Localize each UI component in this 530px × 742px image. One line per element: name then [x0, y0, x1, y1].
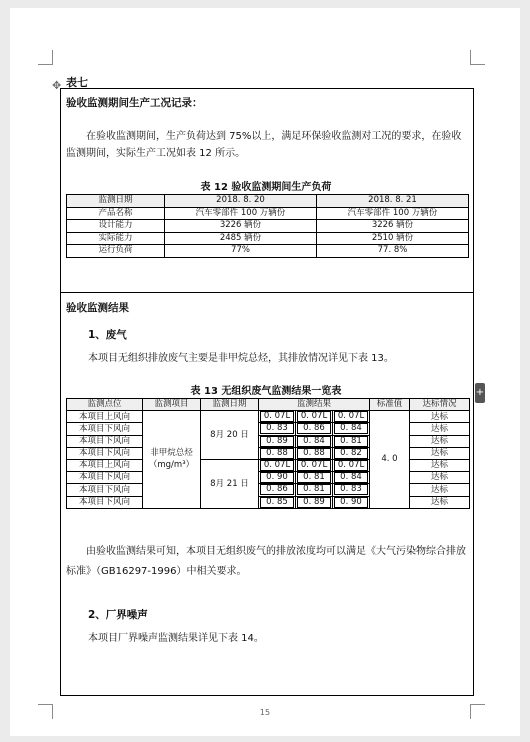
table-cell: 3226 辆份: [165, 220, 317, 233]
result-value: 0. 86: [297, 423, 331, 434]
table13-caption: 表 13 无组织废气监测结果一览表: [190, 386, 342, 397]
monitor-point-cell: 本项目上风向: [67, 411, 143, 423]
table-cell: 77%: [165, 245, 317, 258]
table13-header-row: [67, 399, 470, 411]
table13-header-cell: 监测结果: [259, 399, 370, 411]
result-cell: [259, 472, 296, 484]
result-cell: [296, 435, 333, 447]
table-row: [67, 435, 470, 447]
result-cell: [333, 484, 370, 496]
result-cell: [296, 459, 333, 471]
result-value: 0. 07L: [297, 460, 331, 471]
table-row: [67, 423, 470, 435]
table-label: 表七: [66, 76, 88, 89]
result-value: 0. 07L: [334, 411, 368, 422]
result-value: 0. 07L: [260, 411, 294, 422]
table13-header-cell: 标准值: [370, 399, 410, 411]
table-cell: 汽车零部件 100 万辆份: [317, 207, 469, 220]
monitor-point-cell: 本项目下风向: [67, 484, 143, 496]
table-cell: 2510 辆份: [317, 232, 469, 245]
table12: [66, 194, 469, 258]
table12-caption: 表 12 验收监测期间生产负荷: [200, 182, 332, 193]
table-row: [67, 472, 470, 484]
result-cell: [333, 472, 370, 484]
monitor-point-cell: 本项目下风向: [67, 472, 143, 484]
result-cell: [333, 435, 370, 447]
result-value: 0. 81: [297, 484, 331, 495]
result-value: 0. 90: [260, 472, 294, 483]
result-value: 0. 89: [297, 497, 331, 508]
result-cell: [296, 484, 333, 496]
section1-intro: 本项目无组织排放废气主要是非甲烷总烃，其排放情况详见下表 13。: [88, 353, 394, 364]
table-row: [67, 447, 470, 459]
table-cell: 实际能力: [67, 232, 165, 245]
status-cell: 达标: [410, 411, 470, 423]
result-value: 0. 88: [297, 448, 331, 459]
table-row: [67, 232, 469, 245]
result-cell: [259, 447, 296, 459]
table-cell: 2485 辆份: [165, 232, 317, 245]
status-cell: 达标: [410, 447, 470, 459]
result-cell: [296, 472, 333, 484]
result-value: 0. 07L: [334, 460, 368, 471]
result-value: 0. 86: [260, 484, 294, 495]
result-value: 0. 83: [260, 423, 294, 434]
result-cell: [296, 447, 333, 459]
crop-mark-top-right: [470, 50, 485, 65]
result-value: 0. 88: [260, 448, 294, 459]
monitor-date-cell: 8月 20 日: [201, 411, 259, 460]
status-cell: 达标: [410, 435, 470, 447]
result-cell: [333, 447, 370, 459]
table-cell: 汽车零部件 100 万辆份: [165, 207, 317, 220]
result-value: 0. 07L: [260, 460, 294, 471]
table12-header-cell: 2018. 8. 21: [317, 195, 469, 208]
result-value: 0. 84: [334, 423, 368, 434]
section2-intro: 本项目厂界噪声监测结果详见下表 14。: [88, 633, 264, 644]
result-value: 0. 84: [297, 436, 331, 447]
result-cell: [333, 411, 370, 423]
record-paragraph: 在验收监测期间，生产负荷达到 75%以上，满足环保验收监测对工况的要求，在验收监测期间，实际生产工况如表 12 所示。: [66, 131, 462, 159]
result-value: 0. 83: [334, 484, 368, 495]
result-value: 0. 81: [297, 472, 331, 483]
result-cell: [333, 423, 370, 435]
result-cell: [296, 411, 333, 423]
result-value: 0. 85: [260, 497, 294, 508]
result-cell: [259, 459, 296, 471]
result-cell: [259, 484, 296, 496]
table-row: [67, 484, 470, 496]
table-row: [67, 459, 470, 471]
result-cell: [259, 496, 296, 508]
standard-value-cell: 4. 0: [370, 411, 410, 509]
status-cell: 达标: [410, 484, 470, 496]
result-cell: [333, 459, 370, 471]
table-cell: 运行负荷: [67, 245, 165, 258]
result-cell: [296, 423, 333, 435]
result-cell: [296, 496, 333, 508]
table13-header-cell: 监测日期: [201, 399, 259, 411]
monitor-point-cell: 本项目上风向: [67, 459, 143, 471]
monitor-point-cell: 本项目下风向: [67, 423, 143, 435]
result-value: 0. 07L: [297, 411, 331, 422]
result-value: 0. 81: [334, 436, 368, 447]
table-move-handle-icon[interactable]: ✥: [52, 79, 62, 92]
monitor-point-cell: 本项目下风向: [67, 496, 143, 508]
result-value: 0. 84: [334, 472, 368, 483]
status-cell: 达标: [410, 423, 470, 435]
status-cell: 达标: [410, 472, 470, 484]
table-row: [67, 207, 469, 220]
table-cell: 设计能力: [67, 220, 165, 233]
table13-header-cell: 达标情况: [410, 399, 470, 411]
record-heading: 验收监测期间生产工况记录：: [66, 97, 203, 109]
section-divider: [60, 292, 474, 293]
section1-title: 1、废气: [88, 329, 127, 341]
result-value: 0. 90: [334, 497, 368, 508]
result-cell: [259, 411, 296, 423]
table-cell: 产品名称: [67, 207, 165, 220]
table13-header-cell: 监测点位: [67, 399, 143, 411]
monitor-point-cell: 本项目下风向: [67, 435, 143, 447]
table12-header-cell: 监测日期: [67, 195, 165, 208]
table13-header-cell: 监测项目: [143, 399, 201, 411]
result-cell: [259, 423, 296, 435]
table12-header-row: [67, 195, 469, 208]
status-cell: 达标: [410, 459, 470, 471]
status-cell: 达标: [410, 496, 470, 508]
result-value: 0. 82: [334, 448, 368, 459]
table-row: [67, 411, 470, 423]
table-row: [67, 496, 470, 508]
table-cell: 3226 辆份: [317, 220, 469, 233]
table-row: [67, 245, 469, 258]
side-panel-expand-icon[interactable]: +: [475, 383, 485, 403]
monitor-item-cell: 非甲烷总烃（mg/m³）: [143, 411, 201, 509]
table12-header-cell: 2018. 8. 20: [165, 195, 317, 208]
table13: [66, 398, 470, 509]
page-number: 15: [259, 708, 271, 717]
table-cell: 77. 8%: [317, 245, 469, 258]
monitor-point-cell: 本项目下风向: [67, 447, 143, 459]
result-value: 0. 89: [260, 436, 294, 447]
monitor-date-cell: 8月 21 日: [201, 459, 259, 508]
result-cell: [333, 496, 370, 508]
results-conclusion: 由验收监测结果可知，本项目无组织废气的排放浓度均可以满足《大气污染物综合排放标准》（GB16297-1996）中相关要求。: [66, 546, 466, 577]
section2-title: 2、厂界噪声: [88, 609, 148, 621]
table-row: [67, 220, 469, 233]
result-cell: [259, 435, 296, 447]
crop-mark-top-left: [38, 50, 53, 65]
results-heading: 验收监测结果: [66, 302, 129, 314]
